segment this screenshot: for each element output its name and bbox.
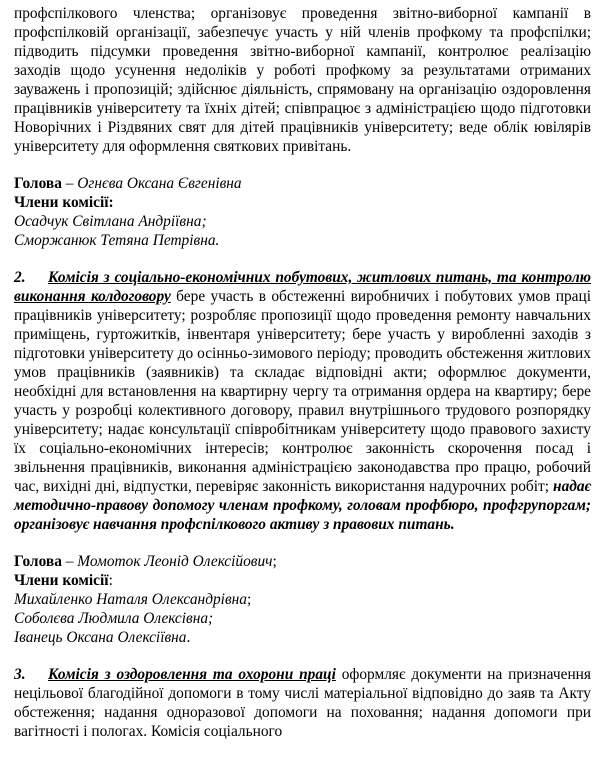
committee-2-body: бере участь в обстеженні виробничих і побутових умов праці працівників університету; розробляє пропозиції щодо проведення ремонту навчальних приміщень, гуртожитків, інвентаря університету; бере участь у виробленні заходів з підготовки університету до осінньо-зимового періоду; проводить обстеження житлових умов працівників (заявників) та складає відповідні акти; оформлює документи, необхідні для встановлення на квартирну чергу та отримання ордера на квартиру; бере участь у розробці колективного договору, правил внутрішнього трудового розпорядку університету; надає консультації співробітникам університету щодо правового захисту їх соціально-економічних інтересів; контролює законність скорочення посад і звільнення працівників, виконання адміністрацією законодавства про працю, робочий час, вихідні дні, відпустки, перевіряє законність використання надурочних робіт; [14,288,591,495]
head-label: Голова [14,553,62,570]
committee-1-head-line [14,174,591,193]
section-number: 2. [14,269,26,286]
member-line [14,628,591,647]
member-name: Соболєва Людмила Олексівна; [14,610,214,627]
members-punct: : [108,572,113,589]
member-name: Іванець Оксана Олексіївна [14,629,187,646]
committee-2-title: Комісія з соціально-економічних побутових, житлових питань, та контролю виконання колдоговору [14,269,591,305]
committee-2-body-emphasis: надає методично-правову допомогу членам профкому, головам профбюро, профгрупоргам; організовує навчання профспілкового активу з правових питань. [14,478,591,533]
head-label: Голова [14,175,62,192]
committee-1-composition [14,174,591,250]
members-label-line [14,571,591,590]
members-label: Члени комісії [14,572,109,589]
member-name: Осадчук Світлана Андріївна; [14,213,207,230]
member-punct: . [186,629,191,646]
intro-paragraph: профспілкового членства; організовує проведення звітно-виборної кампанії в профспілковій організації, забезпечує участь у ній членів профкому та профспілки; підводить підсумки проведення звітно-виборної кампанії, контролює реалізацію заходів щодо усунення недоліків у роботі профкому за результатами отриманих зауважень і пропозицій; здійснює діяльність, спрямовану на організацію оздоровлення працівників університету та їхніх дітей; співпрацює з адміністрацією щодо підготовки Новорічних і Різдвяних свят для дітей працівників університету; веде облік ювілярів університету для оформлення святкових привітань. [14,5,591,155]
committee-3-title: Комісія з оздоровлення та охорони праці [48,666,336,683]
committee-2-head-line [14,552,591,571]
head-punct: ; [272,553,277,570]
committee-2-paragraph [14,268,591,534]
head-dash: – [61,175,78,192]
committee-3-paragraph [14,665,591,741]
committee-2-composition [14,552,591,647]
committee-3-body: оформляє документи на призначення нецільової благодійної допомоги в тому числі матеріальної відповідно до заяв та Акту обстеження; надання одноразової допомоги на поховання; надання допомоги при вагітності і пологах. Комісія соціального [14,666,591,740]
member-punct: ; [246,591,252,608]
head-name: Огнєва Оксана Євгенівна [77,175,242,192]
head-dash: – [61,553,78,570]
head-name: Момоток Леонід Олексійович [77,553,273,570]
member-name: Сморжанюк Тетяна Петрівна. [14,232,220,249]
member-name: Михайленко Наталя Олександрівна [14,591,247,608]
member-line [14,609,591,628]
members-label: Члени комісії: [14,194,114,211]
member-line [14,590,591,609]
section-number: 3. [14,666,26,683]
